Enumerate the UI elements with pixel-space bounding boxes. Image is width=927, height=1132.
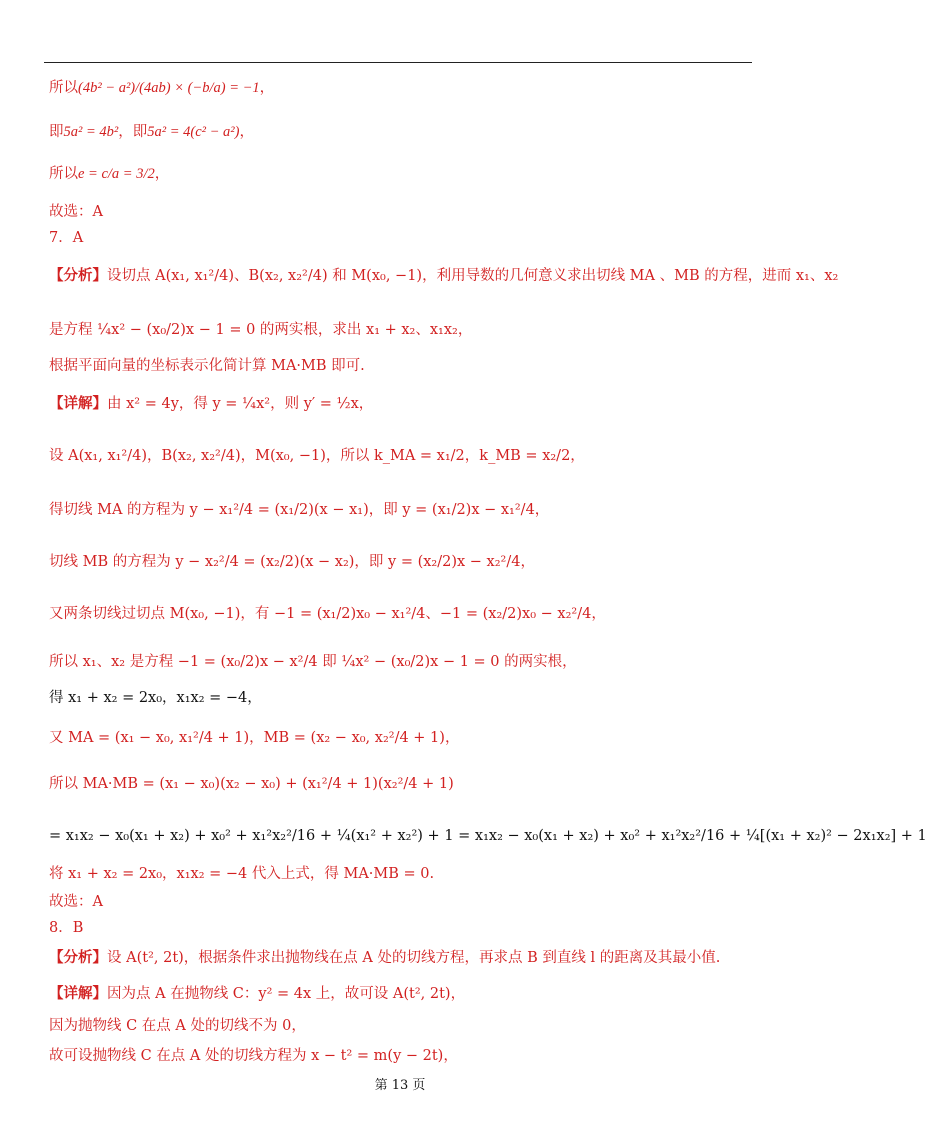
text-line-l11 [49, 500, 760, 520]
line-math: (4b² − a²)/(4ab) × (−b/a) = −1 [78, 80, 260, 96]
text-line-l16 [49, 728, 760, 748]
line-text: 所以 MA·MB = (x₁ − x₀)(x₂ − x₀) + (x₁²/4 + 1)(x₂²/4 + 1) [49, 776, 454, 792]
section-tag: 【分析】 [49, 949, 107, 966]
line-text: 故选：A [49, 894, 103, 910]
text-line-l2 [49, 122, 760, 142]
text-line-l12 [49, 552, 760, 572]
page-number: 第 13 页 [374, 1078, 426, 1093]
line-prefix: 即 [49, 124, 64, 140]
line-text: 又 MA = (x₁ − x₀, x₁²/4 + 1)，MB = (x₂ − x₀, x₂²/4 + 1)， [49, 730, 460, 746]
line-text: 是方程 ¼x² − (x₀/2)x − 1 = 0 的两实根，求出 x₁ + x₂、x₁x₂， [49, 322, 473, 338]
line-text: = x₁x₂ − x₀(x₁ + x₂) + x₀² + x₁²x₂²/16 + ¼(x₁² + x₂²) + 1 = x₁x₂ − x₀(x₁ + x₂) + x₀² + x₁²x₂²/16 + ¼[(x₁ + x₂)² − 2x₁x₂] + 1 [49, 828, 927, 844]
line-text: 得 x₁ + x₂ = 2x₀，x₁x₂ = −4， [49, 690, 262, 706]
line-suffix: ， [239, 124, 254, 140]
section-tag: 【分析】 [49, 267, 107, 284]
line-text: 设 A(t², 2t)，根据条件求出抛物线在点 A 处的切线方程，再求点 B 到直线 l 的距离及其最小值. [107, 950, 721, 966]
header-rule [44, 62, 752, 63]
section-tag: 【详解】 [49, 395, 107, 412]
section-tag: 【详解】 [49, 985, 107, 1002]
text-line-l6 [49, 266, 839, 286]
line-text: 得切线 MA 的方程为 y − x₁²/4 = (x₁/2)(x − x₁)，即 y = (x₁/2)x − x₁²/4， [49, 502, 550, 518]
line-math2: 5a² = 4(c² − a²) [147, 124, 240, 140]
line-mid: ，即 [118, 124, 148, 140]
line-text: 又两条切线过切点 M(x₀, −1)，有 −1 = (x₁/2)x₀ − x₁²/4、−1 = (x₂/2)x₀ − x₂²/4， [49, 606, 606, 622]
text-line-l24 [49, 1016, 760, 1036]
text-line-l18 [49, 826, 927, 846]
text-line-l14 [49, 652, 760, 672]
line-text: 所以 x₁、x₂ 是方程 −1 = (x₀/2)x − x²/4 即 ¼x² − (x₀/2)x − 1 = 0 的两实根， [49, 654, 577, 670]
text-line-l10 [49, 446, 760, 466]
line-math: 5a² = 4b² [63, 124, 119, 140]
line-suffix: ， [259, 80, 275, 96]
line-text: 8．B [49, 920, 84, 936]
text-line-l4 [49, 202, 760, 222]
text-line-l1 [49, 78, 760, 98]
text-line-l25 [49, 1046, 760, 1066]
line-suffix: ， [154, 166, 170, 182]
line-text: 因为抛物线 C 在点 A 处的切线不为 0， [49, 1018, 306, 1034]
line-text: 故可设抛物线 C 在点 A 处的切线方程为 x − t² = m(y − 2t)， [49, 1048, 458, 1064]
text-line-l3 [49, 164, 760, 184]
line-text: 将 x₁ + x₂ = 2x₀，x₁x₂ = −4 代入上式，得 MA·MB = 0. [49, 866, 435, 882]
text-line-l20 [49, 892, 760, 912]
text-line-l19 [49, 864, 760, 884]
text-line-l22 [49, 948, 760, 968]
line-text: 根据平面向量的坐标表示化简计算 MA·MB 即可. [49, 358, 365, 374]
text-line-l8 [49, 356, 760, 376]
line-text: 设 A(x₁, x₁²/4)，B(x₂, x₂²/4)，M(x₀, −1)，所以 k_MA = x₁/2，k_MB = x₂/2， [49, 448, 585, 464]
line-text: 7．A [49, 230, 84, 246]
text-line-l13 [49, 604, 760, 624]
line-text: 因为点 A 在抛物线 C：y² = 4x 上，故可设 A(t², 2t)， [107, 986, 466, 1002]
line-math: e = c/a = 3/2 [78, 166, 155, 182]
line-prefix: 所以 [49, 166, 78, 182]
line-text: 切线 MB 的方程为 y − x₂²/4 = (x₂/2)(x − x₂)，即 y = (x₂/2)x − x₂²/4， [49, 554, 535, 570]
text-line-l5 [49, 228, 760, 248]
text-line-l9 [49, 394, 760, 414]
text-line-l17 [49, 774, 760, 794]
text-line-l21 [49, 918, 760, 938]
text-line-l23 [49, 984, 760, 1004]
line-text: 设切点 A(x₁, x₁²/4)、B(x₂, x₂²/4) 和 M(x₀, −1)，利用导数的几何意义求出切线 MA 、MB 的方程，进而 x₁、x₂ [107, 268, 839, 284]
line-prefix: 所以 [49, 80, 78, 96]
line-text: 故选：A [49, 204, 103, 220]
line-text: 由 x² = 4y，得 y = ¼x²，则 y′ = ½x， [107, 396, 374, 412]
text-line-l15 [49, 688, 760, 708]
text-line-l7 [49, 320, 760, 340]
